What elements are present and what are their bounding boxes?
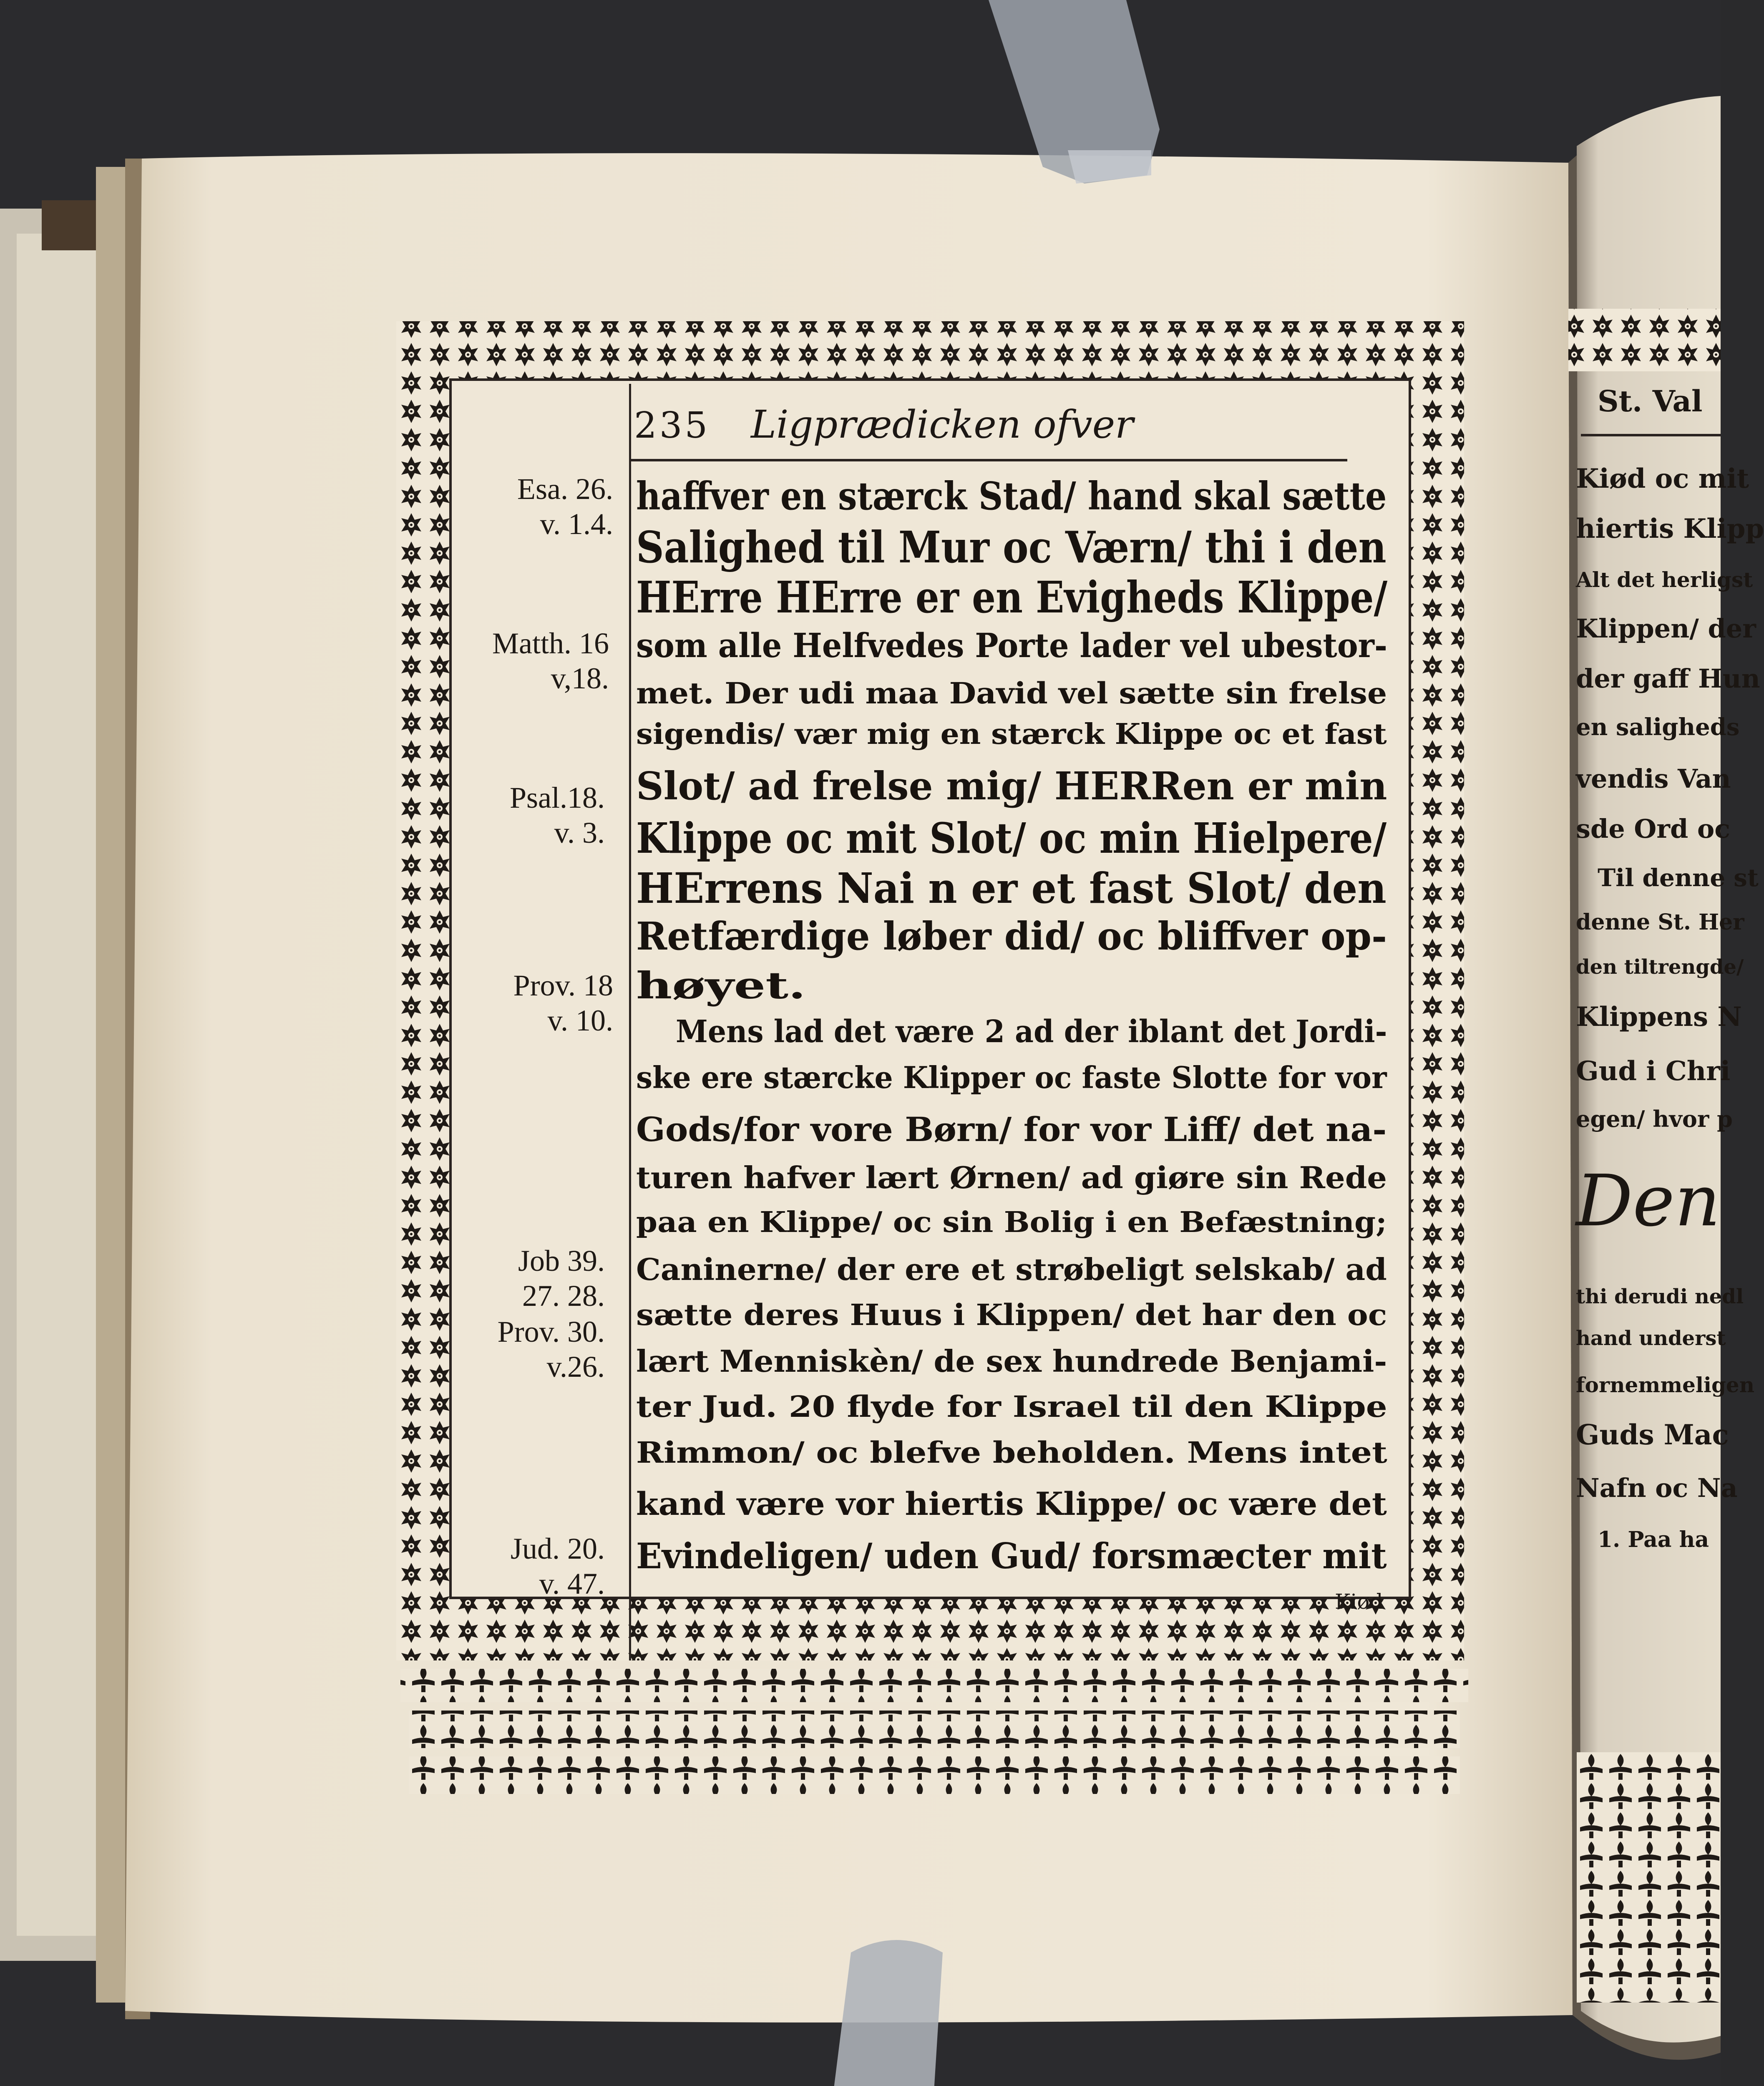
body-text-line: haffver en stærck Stad/ hand skal sætte — [636, 474, 1387, 519]
margin-ref-line: Matth. 16 — [492, 627, 609, 660]
margin-reference — [463, 968, 613, 1038]
body-text-line: Evindeligen/ uden Gud/ forsmæcter mit — [636, 1535, 1387, 1577]
body-text-line: sætte deres Huus i Klippen/ det har den oc — [636, 1297, 1387, 1332]
right-page-line: sde Ord oc — [1576, 814, 1731, 844]
body-text-line: Rimmon/ oc blefve beholden. Mens intet — [636, 1435, 1387, 1470]
body-text-line: sigendis/ vær mig en stærck Klippe oc et fast — [636, 718, 1387, 751]
right-page-line: en saligheds — [1576, 713, 1740, 741]
right-page-line: der gaff Hun — [1576, 663, 1760, 694]
page-number: 235 — [634, 405, 710, 446]
right-page-line: 1. Paa ha — [1598, 1527, 1709, 1552]
body-text-line: paa en Klippe/ oc sin Bolig i en Befæstning; — [636, 1206, 1387, 1239]
right-page-line: Gud i Chri — [1576, 1056, 1731, 1087]
body-text-line: Gods/for vore Børn/ for vor Liff/ det na- — [636, 1110, 1387, 1149]
right-page-line: St. Val — [1598, 384, 1703, 418]
left-page — [438, 359, 1397, 1706]
body-text-line: ske ere stærcke Klipper oc faste Slotte for vor — [636, 1060, 1387, 1095]
right-page-line: Klippens N — [1576, 1001, 1742, 1033]
margin-reference — [455, 1531, 605, 1601]
margin-ref-line: Jud. 20. — [510, 1532, 605, 1565]
right-page-line: thi derudi nedl — [1576, 1285, 1744, 1308]
body-text-line: Retfærdige løber did/ oc bliffver op- — [636, 914, 1387, 959]
right-page-line: Kiød oc mit — [1576, 463, 1749, 494]
body-text-line: turen hafver lært Ørnen/ ad giøre sin Rede — [636, 1160, 1387, 1195]
body-text-line: Caninerne/ der ere et strøbeligt selskab/ ad — [636, 1252, 1387, 1287]
margin-ref-line: v.26. — [546, 1350, 605, 1383]
body-text-line: Mens lad det være 2 ad der iblant det Jordi- — [676, 1014, 1387, 1050]
body-text-line: kand være vor hiertis Klippe/ oc være det — [636, 1485, 1387, 1522]
body-text-line: Slot/ ad frelse mig/ HERRen er min — [636, 763, 1387, 809]
body-text-line: HErre HErre er en Evigheds Klippe/ — [636, 572, 1388, 623]
header-rule — [630, 459, 1347, 461]
body-text-line: Salighed til Mur oc Værn/ thi i den — [636, 522, 1387, 573]
right-page-line: denne St. Her — [1576, 909, 1744, 935]
margin-reference — [459, 626, 609, 696]
right-page-line: Den — [1576, 1160, 1721, 1242]
catchword: Kiød — [1335, 1590, 1383, 1614]
right-page-line: hiertis Klipp — [1576, 513, 1764, 544]
body-text-line: Klippe oc mit Slot/ oc min Hielpere/ — [636, 814, 1387, 863]
right-page-line: Nafn oc Na — [1576, 1473, 1738, 1503]
margin-column-rule — [629, 384, 631, 1660]
margin-ref-line: v. 10. — [547, 1004, 613, 1037]
right-page-line: den tiltrengde/ — [1576, 955, 1744, 979]
margin-reference — [455, 1314, 605, 1384]
margin-ref-line: Prov. 18 — [513, 969, 613, 1002]
margin-ref-line: v. 1.4. — [540, 507, 613, 541]
margin-ref-line: 27. 28. — [522, 1279, 605, 1313]
right-page-line: Alt det herligst — [1576, 567, 1753, 592]
margin-ref-line: v,18. — [551, 662, 609, 695]
margin-ref-line: Psal.18. — [509, 781, 605, 814]
body-text-line: HErrens Nai n er et fast Slot/ den — [636, 864, 1387, 913]
running-head: Ligprædicken ofver — [751, 402, 1134, 447]
margin-ref-line: Prov. 30. — [497, 1315, 605, 1348]
right-page-line: vendis Van — [1576, 763, 1731, 794]
margin-ref-line: Job 39. — [518, 1244, 605, 1277]
right-page-line: Til denne st — [1598, 864, 1759, 892]
margin-reference — [463, 471, 613, 542]
body-text-line: ter Jud. 20 flyde for Israel til den Klippe — [636, 1389, 1387, 1424]
right-page-line: egen/ hvor p — [1576, 1106, 1733, 1132]
margin-ref-line: Esa. 26. — [517, 472, 613, 506]
body-text-line: met. Der udi maa David vel sætte sin frelse — [636, 676, 1387, 710]
body-text-line: som alle Helfvedes Porte lader vel ubestor- — [636, 626, 1387, 665]
right-page-line: Guds Mac — [1576, 1418, 1729, 1451]
body-text-line: lært Menniskèn/ de sex hundrede Benjami- — [636, 1343, 1387, 1379]
margin-ref-line: v. 3. — [554, 816, 605, 849]
body-text-line: høyet. — [636, 964, 806, 1007]
margin-ref-line: v. 47. — [539, 1567, 605, 1600]
right-page-line: Klippen/ der — [1576, 613, 1756, 644]
margin-reference — [455, 1243, 605, 1313]
right-page-line: hand underst — [1576, 1327, 1726, 1350]
right-page-line: fornemmeligen — [1576, 1373, 1755, 1397]
margin-reference — [455, 780, 605, 850]
